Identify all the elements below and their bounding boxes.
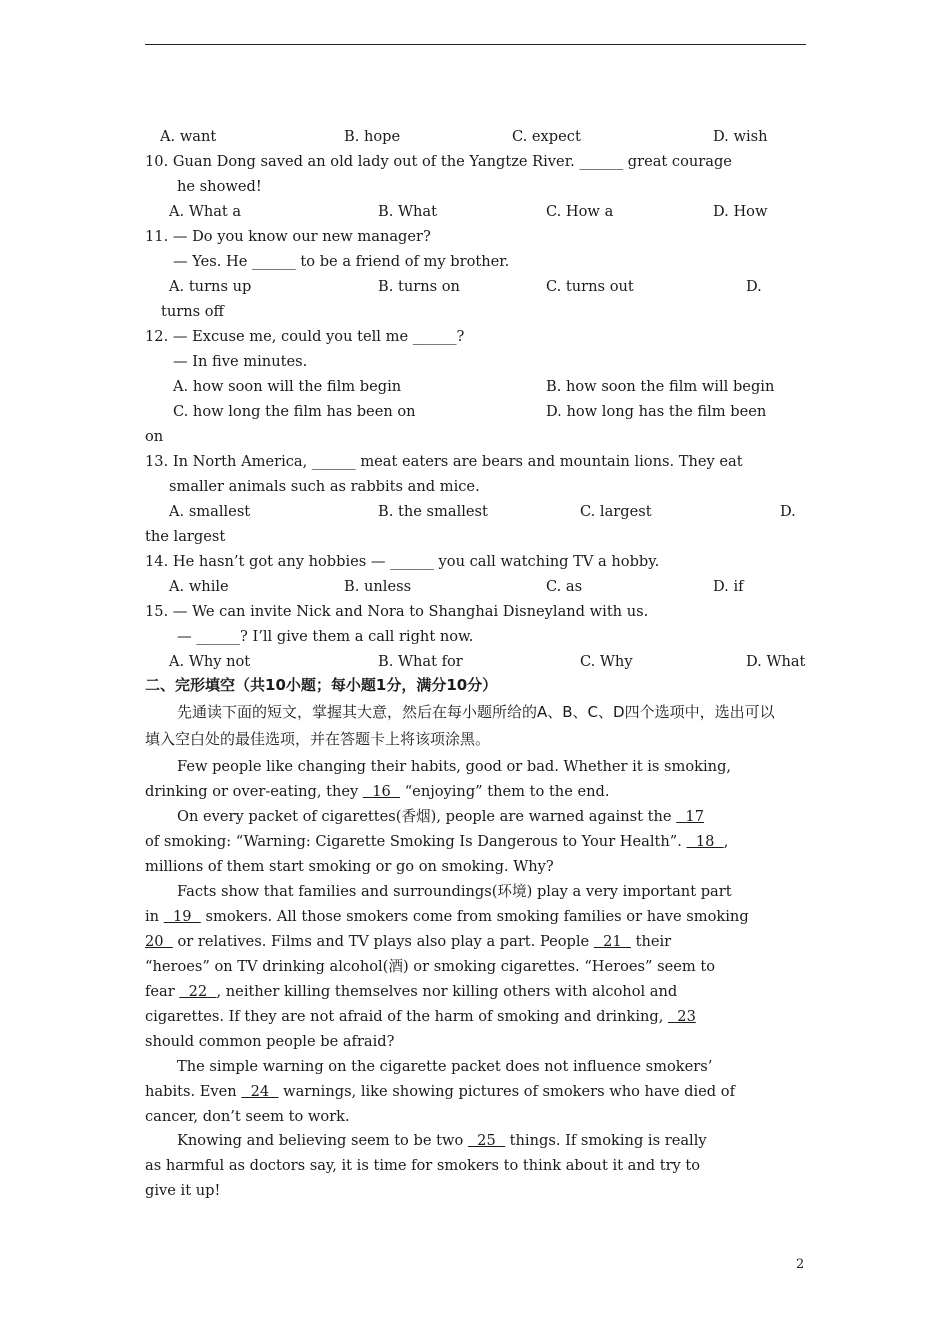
- q13-stem: 13. In North America, ______ meat eaters are bears and mountain lions. They eat: [145, 453, 743, 470]
- q12-stem: 12. — Excuse me, could you tell me ______?: [145, 328, 465, 345]
- passage-line-4: of smoking: “Warning: Cigarette Smoking Is Dangerous to Your Health”. 18 ,: [145, 833, 729, 850]
- passage-line-11: cigarettes. If they are not afraid of the harm of smoking and drinking, 23: [145, 1008, 696, 1025]
- q12-option-d: D. how long has the film been: [546, 403, 767, 420]
- passage-line-1: Few people like changing their habits, good or bad. Whether it is smoking,: [177, 758, 732, 775]
- q13-stem-cont: smaller animals such as rabbits and mice.: [169, 478, 480, 495]
- passage-line-15: cancer, don’t seem to work.: [145, 1108, 350, 1125]
- section-heading: 二、完形填空（共10小题；每小题1分，满分10分）: [145, 676, 498, 694]
- passage-line-13: The simple warning on the cigarette packet does not influence smokers’: [177, 1058, 713, 1075]
- page-number: 2: [796, 1257, 805, 1272]
- q9-option-d: D. wish: [713, 128, 768, 145]
- q12-option-b: B. how soon the film will begin: [546, 378, 775, 395]
- q10-option-c: C. How a: [546, 203, 614, 220]
- q12-option-d-wrap: on: [145, 428, 164, 445]
- q10-option-d: D. How: [713, 203, 768, 220]
- passage-line-5: millions of them start smoking or go on smoking. Why?: [145, 858, 554, 875]
- passage-line-2: drinking or over-eating, they 16 “enjoying” them to the end.: [145, 783, 610, 800]
- passage-line-12: should common people be afraid?: [145, 1033, 395, 1050]
- passage-line-14: habits. Even 24 warnings, like showing pictures of smokers who have died of: [145, 1083, 735, 1100]
- q10-option-a: A. What a: [169, 203, 242, 220]
- q15-option-c: C. Why: [580, 653, 633, 670]
- q15-option-a: A. Why not: [169, 653, 251, 670]
- passage-line-6: Facts show that families and surroundings(环境) play a very important part: [177, 883, 732, 900]
- blank-19: 19: [163, 908, 201, 925]
- passage-line-3: On every packet of cigarettes(香烟), people are warned against the 17: [177, 808, 704, 825]
- passage-line-9: “heroes” on TV drinking alcohol(酒) or smoking cigarettes. “Heroes” seem to: [145, 958, 716, 975]
- blank-23: 23: [668, 1008, 696, 1025]
- q11-stem-cont: — Yes. He ______ to be a friend of my brother.: [173, 253, 510, 270]
- q10-stem: 10. Guan Dong saved an old lady out of the Yangtze River. ______ great courage: [145, 153, 732, 170]
- passage-line-18: give it up!: [145, 1182, 221, 1199]
- q13-option-b: B. the smallest: [378, 503, 488, 520]
- q11-option-a: A. turns up: [169, 278, 252, 295]
- blank-18: 18: [686, 833, 724, 850]
- q12-option-c: C. how long the film has been on: [173, 403, 416, 420]
- q15-option-b: B. What for: [378, 653, 463, 670]
- q11-option-c: C. turns out: [546, 278, 634, 295]
- blank-22: 22: [179, 983, 217, 1000]
- header-rule: [145, 44, 806, 45]
- q14-option-a: A. while: [169, 578, 229, 595]
- q11-stem: 11. — Do you know our new manager?: [145, 228, 431, 245]
- q13-option-d: D.: [780, 503, 796, 520]
- passage-line-8: 20 or relatives. Films and TV plays also play a part. People 21 their: [145, 933, 672, 950]
- passage-line-10: fear 22 , neither killing themselves nor killing others with alcohol and: [145, 983, 678, 1000]
- instruction-line-1: 先通读下面的短文，掌握其大意，然后在每小题所给的A、B、C、D四个选项中，选出可以: [177, 703, 775, 721]
- q15-stem: 15. — We can invite Nick and Nora to Shanghai Disneyland with us.: [145, 603, 649, 620]
- q10-stem-cont: he showed!: [177, 178, 262, 195]
- q13-option-c: C. largest: [580, 503, 652, 520]
- q15-option-d: D. What: [746, 653, 806, 670]
- q13-option-a: A. smallest: [169, 503, 251, 520]
- q11-option-d-text: turns off: [161, 303, 224, 320]
- q10-option-b: B. What: [378, 203, 437, 220]
- q9-option-b: B. hope: [344, 128, 401, 145]
- q14-option-b: B. unless: [344, 578, 412, 595]
- q14-option-c: C. as: [546, 578, 583, 595]
- q12-option-a: A. how soon will the film begin: [173, 378, 402, 395]
- passage-line-16: Knowing and believing seem to be two 25 things. If smoking is really: [177, 1132, 707, 1149]
- q14-option-d: D. if: [713, 578, 744, 595]
- blank-20: 20: [145, 933, 173, 950]
- blank-25: 25: [467, 1132, 506, 1149]
- q11-option-b: B. turns on: [378, 278, 460, 295]
- q9-option-a: A. want: [160, 128, 217, 145]
- blank-21: 21: [593, 933, 631, 950]
- q12-stem-cont: — In five minutes.: [173, 353, 308, 370]
- instruction-line-2: 填入空白处的最佳选项，并在答题卡上将该项涂黑。: [145, 730, 491, 748]
- blank-17: 17: [676, 808, 704, 825]
- passage-line-17: as harmful as doctors say, it is time for smokers to think about it and try to: [145, 1157, 701, 1174]
- blank-16: 16: [362, 783, 401, 800]
- q13-option-d-text: the largest: [145, 528, 226, 545]
- q9-option-c: C. expect: [512, 128, 581, 145]
- q11-option-d: D.: [746, 278, 762, 295]
- q14-stem: 14. He hasn’t got any hobbies — ______ you call watching TV a hobby.: [145, 553, 660, 570]
- blank-24: 24: [241, 1083, 279, 1100]
- q15-stem-cont: — ______? I’ll give them a call right now.: [177, 628, 474, 645]
- passage-line-7: in 19 smokers. All those smokers come from smoking families or have smoking: [145, 908, 749, 925]
